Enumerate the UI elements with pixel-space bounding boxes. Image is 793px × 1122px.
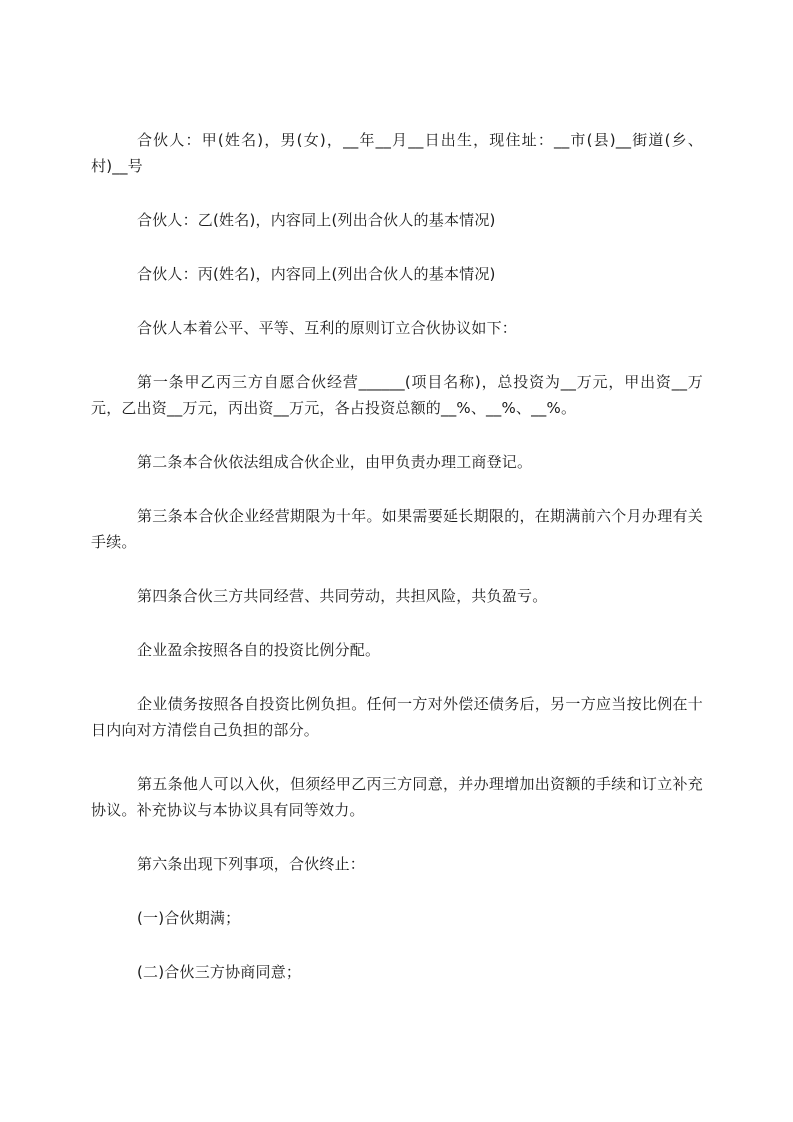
partner-c-paragraph: 合伙人：丙(姓名)，内容同上(列出合伙人的基本情况) [137, 265, 496, 283]
article-2-paragraph: 第二条本合伙依法组成合伙企业，由甲负责办理工商登记。 [137, 453, 533, 471]
article-5-paragraph: 第五条他人可以入伙，但须经甲乙丙三方同意，并办理增加出资额的手续和订立补充协议。补充协议与本协议具有同等效力。 [91, 775, 703, 819]
item-2-paragraph: (二)合伙三方协商同意； [137, 963, 302, 981]
item-1-paragraph: (一)合伙期满； [137, 909, 241, 927]
article-6-paragraph: 第六条出现下列事项，合伙终止： [137, 855, 366, 873]
partner-b-paragraph: 合伙人：乙(姓名)，内容同上(列出合伙人的基本情况) [137, 211, 496, 229]
document-body [91, 127, 703, 1013]
partner-a-paragraph: 合伙人：甲(姓名)，男(女)，__年__月__日出生，现住址：__市(县)__街道(乡、村)__号 [91, 131, 703, 175]
profit-paragraph: 企业盈余按照各自的投资比例分配。 [137, 641, 381, 659]
article-1-paragraph: 第一条甲乙丙三方自愿合伙经营______(项目名称)，总投资为__万元，甲出资__万元，乙出资__万元，丙出资__万元，各占投资总额的__%、__%、__%。 [91, 373, 703, 417]
article-3-paragraph: 第三条本合伙企业经营期限为十年。如果需要延长期限的，在期满前六个月办理有关手续。 [91, 507, 703, 551]
preamble-paragraph: 合伙人本着公平、平等、互利的原则订立合伙协议如下： [137, 319, 518, 337]
article-4-paragraph: 第四条合伙三方共同经营、共同劳动，共担风险，共负盈亏。 [137, 587, 548, 605]
debt-paragraph: 企业债务按照各自投资比例负担。任何一方对外偿还债务后，另一方应当按比例在十日内向对方清偿自己负担的部分。 [91, 695, 703, 739]
